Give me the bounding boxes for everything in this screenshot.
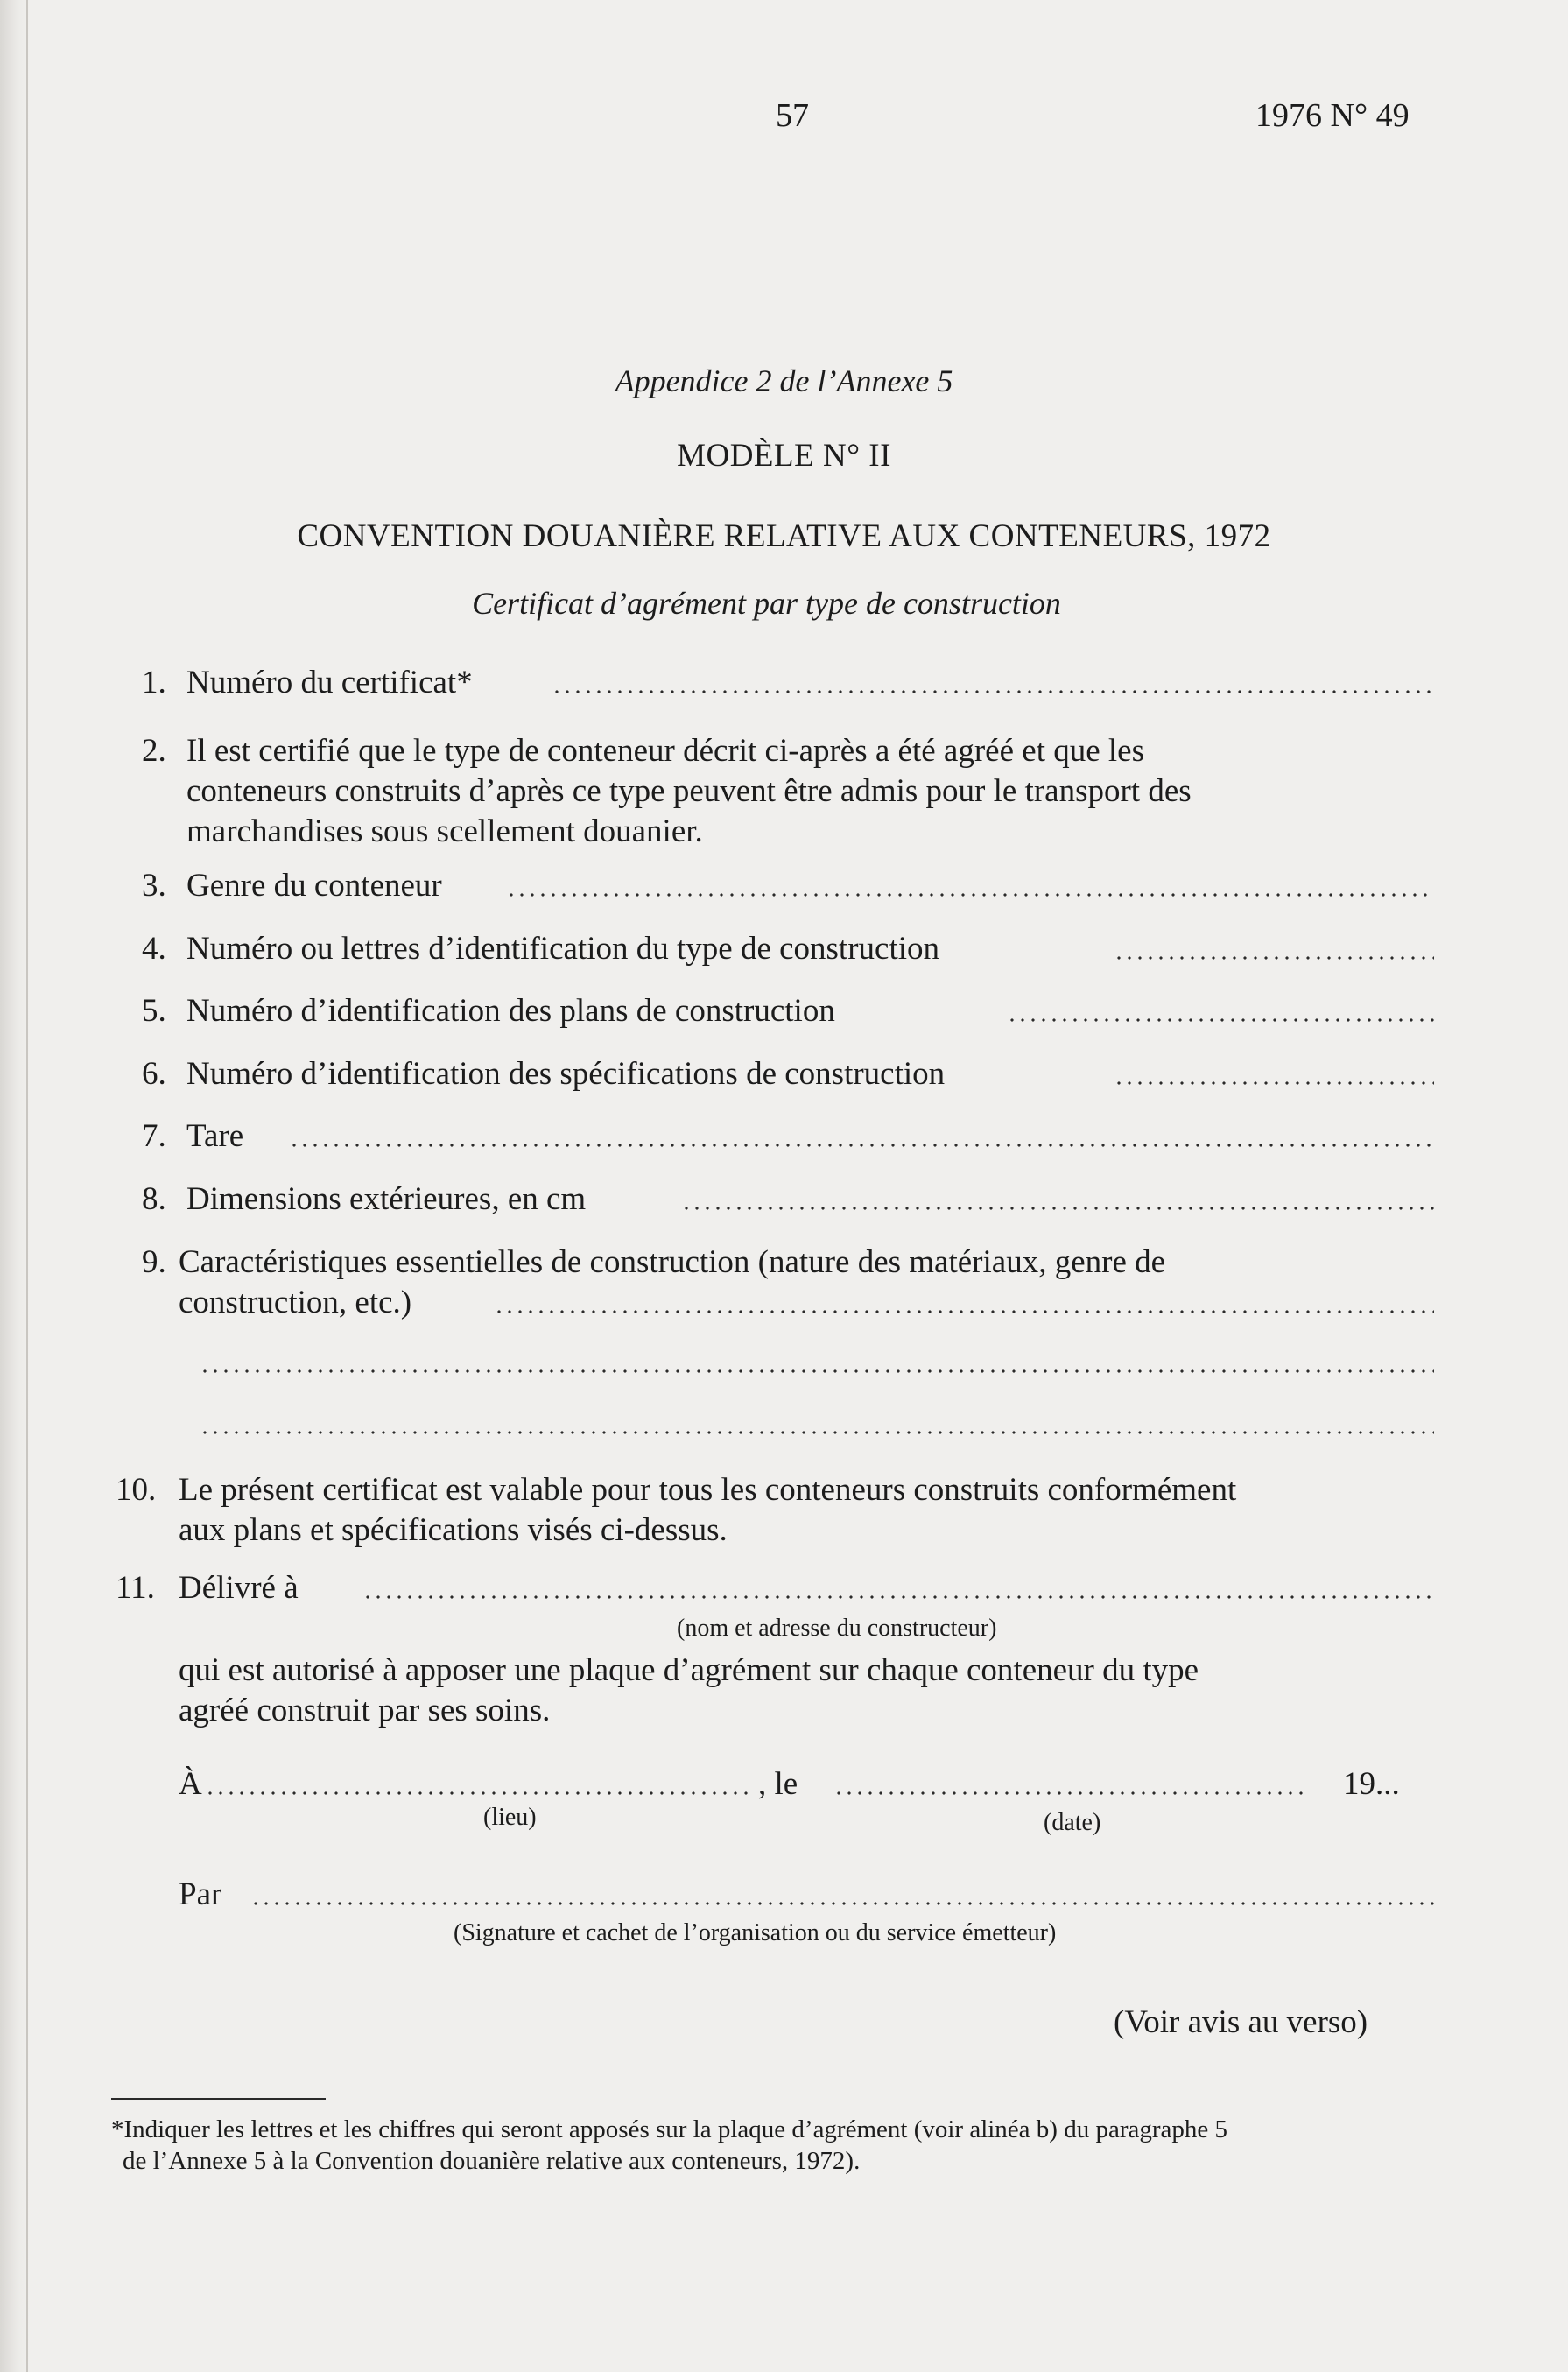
fill-in-line — [1114, 1081, 1434, 1085]
item-number: 3. — [142, 868, 166, 904]
fill-in-line — [200, 1369, 1434, 1373]
item-7 — [0, 1117, 1568, 1161]
item-text-line: qui est autorisé à apposer une plaque d’agrément sur chaque conteneur du type — [179, 1652, 1199, 1688]
item-8 — [0, 1180, 1568, 1224]
place-caption: (lieu) — [483, 1804, 537, 1831]
item-text-line: Caractéristiques essentielles de construction (nature des matériaux, genre de — [179, 1244, 1166, 1280]
place-label: À — [179, 1766, 202, 1802]
date-fill-line — [833, 1791, 1304, 1795]
document-number: 1976 N° 49 — [1255, 97, 1410, 134]
fill-in-line — [362, 1595, 1434, 1599]
signature-caption: (Signature et cachet de l’organisation ou du service émetteur) — [454, 1919, 1057, 1946]
item-number: 11. — [116, 1570, 155, 1606]
item-label: Numéro d’identification des plans de construction — [186, 993, 835, 1029]
item-text-line: agréé construit par ses soins. — [179, 1693, 551, 1728]
item-text-line: marchandises sous scellement douanier. — [186, 813, 703, 849]
item-label: Numéro d’identification des spécifications de construction — [186, 1056, 946, 1092]
certificate-subtitle: Certificat d’agrément par type de construction — [472, 586, 1061, 621]
place-date-row — [0, 1765, 1568, 1853]
model-title: MODÈLE N° II — [677, 438, 891, 474]
item-11 — [0, 1569, 1568, 1727]
fill-in-line — [200, 1431, 1434, 1434]
fill-in-line — [289, 1144, 1434, 1147]
item-text-line: Le présent certificat est valable pour tous les conteneurs construits conformément — [179, 1472, 1237, 1508]
item-10 — [0, 1471, 1568, 1559]
item-text-line: aux plans et spécifications visés ci-dessus. — [179, 1512, 728, 1548]
signature-row — [0, 1876, 1568, 1954]
item-text-line: construction, etc.) — [179, 1285, 412, 1320]
year-prefix: 19... — [1343, 1766, 1400, 1802]
item-number: 6. — [142, 1056, 166, 1092]
item-text-line: Il est certifié que le type de conteneur décrit ci-après a été agréé et que les — [186, 733, 1144, 769]
field-caption: (nom et adresse du constructeur) — [677, 1615, 997, 1642]
see-reverse-note: (Voir avis au verso) — [1114, 2004, 1368, 2040]
item-text-line: conteneurs construits d’après ce type peuvent être admis pour le transport des — [186, 773, 1192, 809]
item-label: Tare — [186, 1118, 244, 1154]
item-9 — [0, 1243, 1568, 1453]
fill-in-line — [681, 1207, 1434, 1210]
footnote-line: *Indiquer les lettres et les chiffres qui seront apposés sur la plaque d’agrément (voir alinéa b) du paragraphe 5 — [111, 2115, 1228, 2143]
item-6 — [0, 1055, 1568, 1099]
fill-in-line — [1007, 1018, 1434, 1022]
item-number: 1. — [142, 665, 166, 700]
fill-in-line — [1114, 956, 1434, 960]
item-label: Numéro du certificat* — [186, 665, 473, 700]
item-number: 7. — [142, 1118, 166, 1154]
item-number: 8. — [142, 1181, 166, 1217]
item-number: 2. — [142, 733, 166, 769]
date-caption: (date) — [1044, 1809, 1101, 1836]
item-number: 4. — [142, 931, 166, 967]
item-label: Dimensions extérieures, en cm — [186, 1181, 587, 1217]
footnote-line: de l’Annexe 5 à la Convention douanière relative aux conteneurs, 1972). — [123, 2147, 861, 2175]
appendix-title: Appendice 2 de l’Annexe 5 — [615, 363, 953, 398]
page-number: 57 — [776, 97, 809, 134]
item-label: Genre du conteneur — [186, 868, 442, 904]
item-1 — [0, 664, 1568, 707]
place-fill-line — [205, 1791, 749, 1795]
item-4 — [0, 930, 1568, 974]
item-label: Délivré à — [179, 1570, 299, 1606]
item-2 — [0, 732, 1568, 855]
convention-title: CONVENTION DOUANIÈRE RELATIVE AUX CONTENEURS, 1972 — [297, 518, 1271, 554]
footnote-rule — [111, 2098, 326, 2100]
fill-in-line — [494, 1310, 1434, 1313]
item-label: Numéro ou lettres d’identification du type de construction — [186, 931, 940, 967]
date-label: , le — [758, 1766, 798, 1802]
item-number: 9. — [142, 1244, 166, 1280]
fill-in-line — [506, 893, 1434, 897]
item-5 — [0, 992, 1568, 1036]
signature-fill-line — [250, 1902, 1434, 1905]
item-3 — [0, 867, 1568, 911]
fill-in-line — [552, 690, 1434, 693]
signature-label: Par — [179, 1876, 222, 1912]
item-number: 10. — [116, 1472, 157, 1508]
item-number: 5. — [142, 993, 166, 1029]
